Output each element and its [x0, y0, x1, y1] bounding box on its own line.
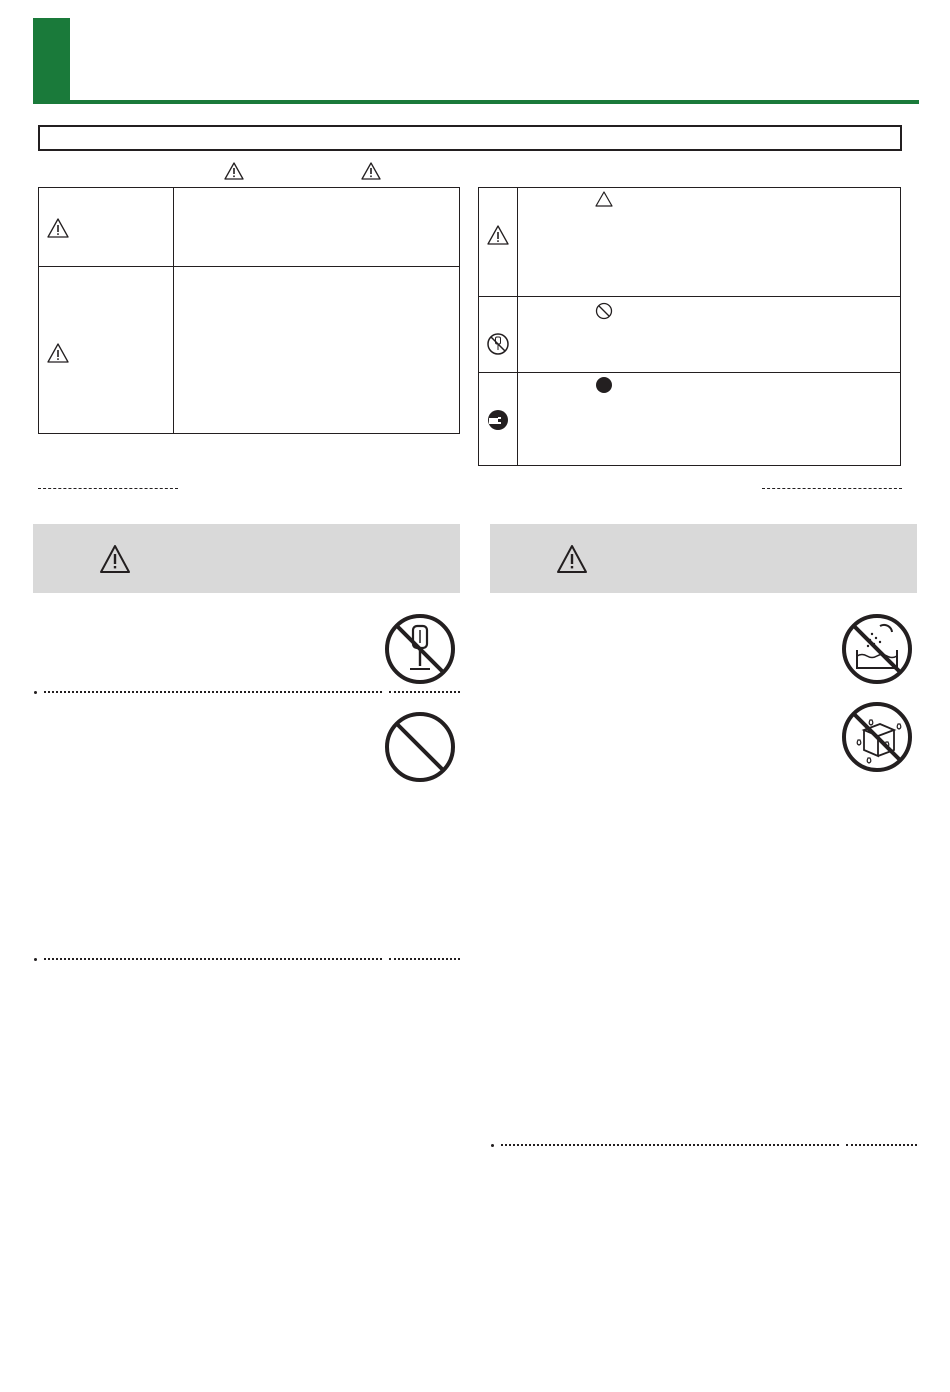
symbol-meaning-table	[478, 187, 901, 466]
separator-dot	[34, 691, 37, 694]
title-box	[38, 125, 902, 151]
dotted-separator	[389, 691, 460, 693]
warning-triangle-icon	[555, 543, 589, 575]
dashed-separator	[762, 488, 902, 489]
prohibition-circle-icon	[594, 301, 614, 321]
dashed-separator	[38, 488, 178, 489]
warning-triangle-icon	[223, 161, 245, 181]
section-header-rule	[33, 100, 919, 104]
dotted-separator	[389, 958, 460, 960]
warning-triangle-icon	[46, 217, 70, 239]
warning-triangle-icon	[360, 161, 382, 181]
separator-dot	[491, 1144, 494, 1147]
table-divider	[517, 187, 518, 466]
no-disassembly-icon	[383, 612, 457, 686]
no-wet-container-icon	[840, 700, 914, 774]
filled-circle-icon	[594, 375, 614, 395]
dotted-separator	[846, 1144, 917, 1146]
table-divider	[478, 296, 901, 297]
dotted-separator	[501, 1144, 839, 1146]
dotted-separator	[44, 691, 382, 693]
table-divider	[38, 266, 460, 267]
prohibited-icon	[383, 710, 457, 784]
warning-levels-table	[38, 187, 460, 434]
table-divider	[478, 372, 901, 373]
unplug-icon	[486, 408, 510, 432]
separator-dot	[34, 958, 37, 961]
no-water-splash-icon	[840, 612, 914, 686]
section-header-block	[33, 18, 70, 104]
table-divider	[173, 187, 174, 434]
no-disassembly-icon	[486, 332, 510, 356]
dotted-separator	[44, 958, 382, 960]
warning-triangle-icon	[486, 224, 510, 246]
warning-triangle-icon	[98, 543, 132, 575]
warning-triangle-icon	[46, 342, 70, 364]
hollow-triangle-icon	[594, 190, 614, 208]
